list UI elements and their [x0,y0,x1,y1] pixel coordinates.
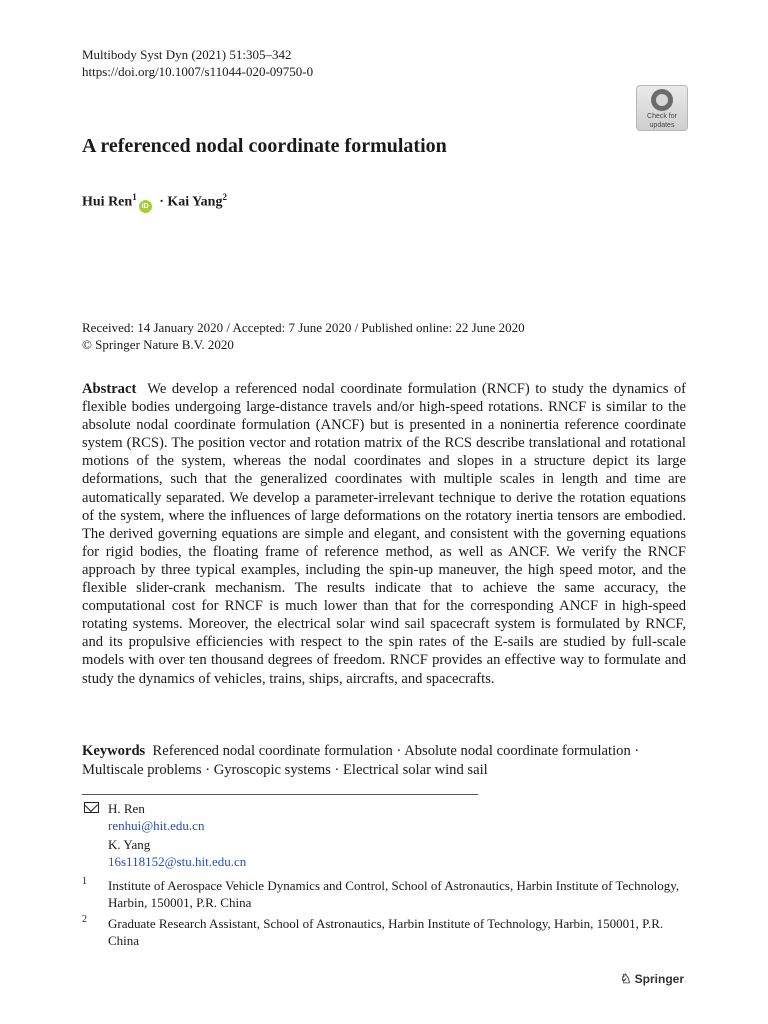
journal-citation: Multibody Syst Dyn (2021) 51:305–342 [82,47,292,62]
publication-dates [82,319,525,353]
journal-header [82,46,313,80]
copyright-line: © Springer Nature B.V. 2020 [82,337,234,352]
author-separator: · [159,194,164,210]
footnote-divider [82,794,478,795]
author-2[interactable]: Kai Yang [167,194,223,210]
publisher-logo [620,971,684,987]
contact-1-email[interactable]: renhui@hit.edu.cn [108,818,205,833]
paper-title: A referenced nodal coordinate formulation [82,135,447,157]
doi-link[interactable]: https://doi.org/10.1007/s11044-020-09750-0 [82,64,314,79]
abstract-heading: Abstract [82,381,137,397]
affiliation-2: Graduate Research Assistant, School of Astronautics, Harbin Institute of Technology, Harbin, 150001, P.R. China [108,916,664,948]
abstract [82,380,686,688]
contact-1 [108,800,204,834]
affiliation-1: Institute of Aerospace Vehicle Dynamics and Control, School of Astronautics, Harbin Institute of Technology, Harbin, 150001, P.R. China [108,878,680,910]
keywords-text: Referenced nodal coordinate formulation · Absolute nodal coordinate formulation · Multiscale problems · Gyroscopic systems · Electrical solar wind sail [82,743,640,778]
contact-1-name: H. Ren [108,801,145,816]
contact-2 [108,836,246,870]
check-updates-icon [651,89,673,111]
envelope-icon [84,802,99,813]
author-1[interactable]: Hui Ren [82,194,133,210]
orcid-icon[interactable]: iD [139,200,152,213]
keywords [82,742,686,780]
author-1-affil: 1 [132,192,137,202]
author-list [82,192,227,213]
badge-line2: updates [649,122,675,129]
affiliation-1-number: 1 [82,876,87,887]
contact-2-email[interactable]: 16s118152@stu.hit.edu.cn [108,854,247,869]
dates-line: Received: 14 January 2020 / Accepted: 7 June 2020 / Published online: 22 June 2020 [82,320,525,335]
contact-2-name: K. Yang [108,837,151,852]
springer-horse-icon: ♘ [620,971,632,986]
publisher-name: Springer [634,972,684,986]
abstract-text: We develop a referenced nodal coordinate formulation (RNCF) to study the dynamics of flexible bodies undergoing large-distance travels and/or high-speed rotations. RNCF is similar to the absolute nodal coordinate formulation (ANCF) but is presented in a noninertia reference coordinate system (RCS). The position vector and rotation matrix of the RCS describe translational and rotational motions of the system, whereas the nodal coordinates and slopes in a structure depict its large deformations, such that the generalized coordinates with multiple scales in length and time are automatically separated. We develop a parameter-irrelevant technique to derive the rotation equations of the system, where the influences of large deformations on the rotatory inertia tensors are embodied. The derived governing equations are simple and elegant, and consistent with the governing equations for rigid bodies, the floating frame of reference method, as well as ANCF. We verify the RNCF approach by three typical examples, including the spin-up maneuver, the high speed motor, and the flexible slider-crank mechanism. The results indicate that to achieve the same accuracy, the computational cost for RNCF is much lower than that for the corresponding ANCF in high-speed rotating systems. Moreover, the electrical solar wind sail spacecraft system is formulated by RNCF, and its propulsive efficiencies with respect to the spin rates of the E-sails are studied by full-scale models with over ten thousand degrees of freedom. RNCF provides an effective way to formulate and study the dynamics of vehicles, trains, ships, aircrafts, and spacecrafts. [82,381,687,687]
author-2-affil: 2 [222,192,227,202]
badge-line1: Check for [647,113,677,120]
keywords-heading: Keywords [82,743,146,759]
check-for-updates-badge[interactable] [636,85,688,131]
affiliation-2-number: 2 [82,914,87,925]
